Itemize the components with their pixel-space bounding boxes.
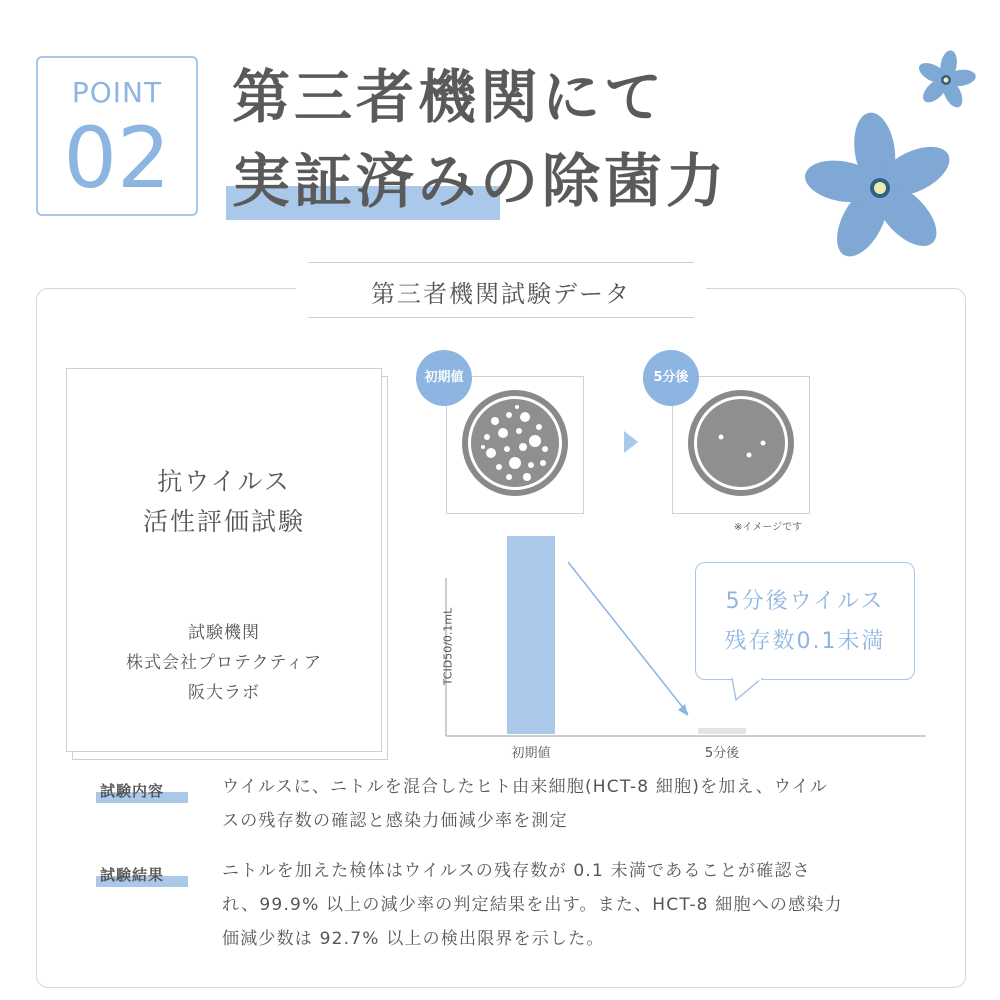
heading-line1: 第三者機関にて <box>232 63 667 131</box>
callout-line2: 残存数0.1未満 <box>724 629 886 654</box>
bar-after <box>698 728 746 734</box>
point-badge <box>36 56 198 216</box>
org-name: 株式会社プロテクティア <box>126 653 322 673</box>
x-tick-initial: 初期値 <box>511 746 551 761</box>
row1-text <box>222 770 942 838</box>
image-note: ※イメージです <box>734 522 803 533</box>
right-arrow-icon <box>624 431 638 453</box>
org-lab: 阪大ラボ <box>188 683 260 703</box>
point-label: POINT <box>71 76 163 109</box>
callout-tail-icon <box>730 678 766 704</box>
test-title <box>66 462 382 542</box>
row1-label: 試験内容 <box>100 782 165 800</box>
badge-after: 5分後 <box>643 350 699 406</box>
row1-text-line2: スの残存数の確認と感染力価減少率を測定 <box>222 811 568 831</box>
large-flower-icon <box>800 110 960 270</box>
test-title-line1: 抗ウイルス <box>157 467 291 496</box>
small-flower-icon <box>912 46 980 114</box>
title-rule-bottom <box>308 317 694 318</box>
row2-label: 試験結果 <box>100 866 165 884</box>
badge-initial: 初期値 <box>416 350 472 406</box>
callout-line1: 5分後ウイルス <box>725 589 885 614</box>
dish-after-image <box>672 376 810 514</box>
test-organization <box>66 618 382 708</box>
callout-text <box>695 582 915 662</box>
row2-text-line2: れ、99.9% 以上の減少率の判定結果を出す。また、HCT-8 細胞への感染力 <box>222 895 843 915</box>
point-number: 02 <box>63 109 171 207</box>
panel-title-block <box>296 262 706 318</box>
y-axis-label: TCID50/0.1mL <box>441 607 455 686</box>
trend-arrow-head <box>678 704 688 716</box>
panel-title: 第三者機関試験データ <box>371 280 631 308</box>
row2-text-line3: 価減少数は 92.7% 以上の検出限界を示した。 <box>222 929 605 949</box>
title-rule-top <box>308 262 694 263</box>
org-label: 試験機関 <box>188 623 260 643</box>
row1-text-line1: ウイルスに、ニトルを混合したヒト由来細胞(HCT-8 細胞)を加え、ウイル <box>222 777 828 797</box>
row2-text-line1: ニトルを加えた検体はウイルスの残存数が 0.1 未満であることが確認さ <box>222 861 811 881</box>
x-tick-after: 5分後 <box>704 746 740 761</box>
trend-arrow-line <box>568 562 688 714</box>
heading-line2: 実証済みの除菌力 <box>232 147 729 215</box>
dish-initial-image <box>446 376 584 514</box>
bar-initial <box>507 536 555 734</box>
test-title-line2: 活性評価試験 <box>142 507 305 536</box>
row2-text <box>222 854 942 956</box>
